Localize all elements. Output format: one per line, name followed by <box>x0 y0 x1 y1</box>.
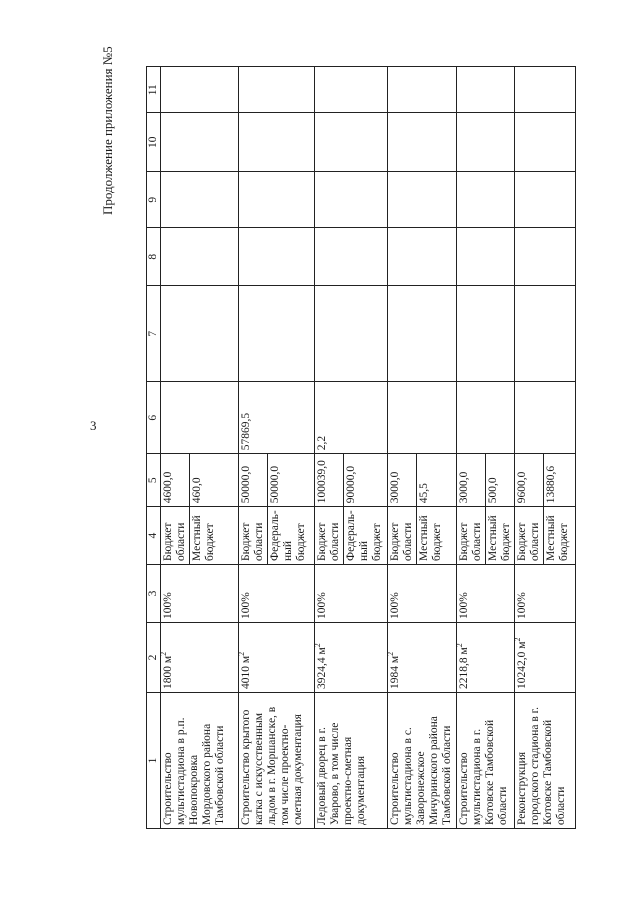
column-header: 1 <box>147 693 161 829</box>
col6-cell: 2,2 <box>315 382 388 454</box>
area-sup: 2 <box>159 651 169 656</box>
object-name-cell: Строительство крытого катка с искусственным льдом в г. Моршанске, в том числе проектно-сметная документация <box>239 693 315 829</box>
empty-cell <box>239 172 315 228</box>
table-row <box>388 67 417 829</box>
empty-cell <box>388 172 457 228</box>
object-name-cell: Ледовый дворец в г. Уварово, в том числе проектно-сметная документация <box>315 693 388 829</box>
object-name-cell: Строительство мультистадиона в г. Котовске Тамбовской области <box>457 693 515 829</box>
area-cell <box>239 623 315 693</box>
empty-cell <box>161 113 239 172</box>
empty-cell <box>315 113 388 172</box>
table-row <box>161 67 190 829</box>
percent-cell: 100% <box>315 565 388 623</box>
area-cell <box>515 623 576 693</box>
percent-cell: 100% <box>388 565 457 623</box>
col6-cell <box>388 382 457 454</box>
funding-table <box>146 66 576 829</box>
source-label-cell: Бюджет области <box>239 507 268 565</box>
source-value-cell: 3000,0 <box>388 454 417 507</box>
area-sup: 2 <box>386 651 396 656</box>
source-value-cell: 100039,0 <box>315 454 344 507</box>
page-number: 3 <box>90 418 97 433</box>
area-cell <box>315 623 388 693</box>
area-value: 10242,0 м <box>516 641 528 689</box>
source-value-cell: 90000,0 <box>344 454 388 507</box>
source-label-cell: Местный бюджет <box>544 507 576 565</box>
source-label-cell: Местный бюджет <box>486 507 515 565</box>
column-header: 9 <box>147 172 161 228</box>
empty-cell <box>388 286 457 382</box>
empty-cell <box>457 286 515 382</box>
table-row <box>515 67 544 829</box>
empty-cell <box>515 286 576 382</box>
source-value-cell: 13880,6 <box>544 454 576 507</box>
table-row <box>315 67 344 829</box>
empty-cell <box>515 113 576 172</box>
empty-cell <box>239 286 315 382</box>
header-row <box>147 67 161 829</box>
source-label-cell: Федераль-ный бюджет <box>268 507 315 565</box>
empty-cell <box>239 67 315 113</box>
source-value-cell: 4600,0 <box>161 454 190 507</box>
empty-cell <box>515 172 576 228</box>
source-label-cell: Бюджет области <box>161 507 190 565</box>
percent-cell: 100% <box>161 565 239 623</box>
column-header: 11 <box>147 67 161 113</box>
source-value-cell: 9600,0 <box>515 454 544 507</box>
percent-cell: 100% <box>515 565 576 623</box>
source-label-cell: Бюджет области <box>315 507 344 565</box>
area-sup: 2 <box>313 643 323 648</box>
empty-cell <box>388 113 457 172</box>
area-value: 1984 м <box>389 655 401 689</box>
table-row <box>457 67 486 829</box>
empty-cell <box>315 228 388 286</box>
source-value-cell: 50000,0 <box>239 454 268 507</box>
column-header: 5 <box>147 454 161 507</box>
column-header: 10 <box>147 113 161 172</box>
column-header: 3 <box>147 565 161 623</box>
empty-cell <box>457 172 515 228</box>
empty-cell <box>457 113 515 172</box>
empty-cell <box>457 67 515 113</box>
source-label-cell: Бюджет области <box>388 507 417 565</box>
area-sup: 2 <box>455 643 465 648</box>
table-row <box>239 67 268 829</box>
area-value: 1800 м <box>162 655 174 689</box>
empty-cell <box>515 228 576 286</box>
col6-cell: 57869,5 <box>239 382 315 454</box>
empty-cell <box>457 228 515 286</box>
empty-cell <box>239 113 315 172</box>
source-label-cell: Бюджет области <box>457 507 486 565</box>
empty-cell <box>315 172 388 228</box>
percent-cell: 100% <box>457 565 515 623</box>
empty-cell <box>161 172 239 228</box>
source-label-cell: Бюджет области <box>515 507 544 565</box>
area-sup: 2 <box>237 651 247 656</box>
object-name-cell: Реконструкция городского стадиона в г. Котовске Тамбовской области <box>515 693 576 829</box>
empty-cell <box>239 228 315 286</box>
empty-cell <box>315 286 388 382</box>
col6-cell <box>161 382 239 454</box>
column-header: 2 <box>147 623 161 693</box>
area-cell <box>161 623 239 693</box>
area-cell <box>457 623 515 693</box>
col6-cell <box>457 382 515 454</box>
empty-cell <box>161 286 239 382</box>
area-value: 2218,8 м <box>458 647 470 689</box>
column-header: 8 <box>147 228 161 286</box>
empty-cell <box>388 228 457 286</box>
area-value: 4010 м <box>240 655 252 689</box>
area-value: 3924,4 м <box>316 647 328 689</box>
empty-cell <box>161 67 239 113</box>
source-value-cell: 3000,0 <box>457 454 486 507</box>
column-header: 6 <box>147 382 161 454</box>
column-header: 7 <box>147 286 161 382</box>
source-value-cell: 460,0 <box>190 454 239 507</box>
source-label-cell: Местный бюджет <box>417 507 457 565</box>
empty-cell <box>161 228 239 286</box>
column-header: 4 <box>147 507 161 565</box>
area-cell <box>388 623 457 693</box>
source-value-cell: 45,5 <box>417 454 457 507</box>
empty-cell <box>515 67 576 113</box>
appendix-caption: Продолжение приложения №5 <box>100 46 115 215</box>
source-value-cell: 500,0 <box>486 454 515 507</box>
object-name-cell: Строительство мультистадиона в с. Заворонежское Мичуринского района Тамбовской области <box>388 693 457 829</box>
empty-cell <box>315 67 388 113</box>
source-label-cell: Федераль-ный бюджет <box>344 507 388 565</box>
col6-cell <box>515 382 576 454</box>
empty-cell <box>388 67 457 113</box>
area-sup: 2 <box>513 637 523 642</box>
percent-cell: 100% <box>239 565 315 623</box>
source-label-cell: Местный бюджет <box>190 507 239 565</box>
object-name-cell: Строительство мультистадиона в р.п. Новопокровка Мордовского района Тамбовской области <box>161 693 239 829</box>
source-value-cell: 50000,0 <box>268 454 315 507</box>
